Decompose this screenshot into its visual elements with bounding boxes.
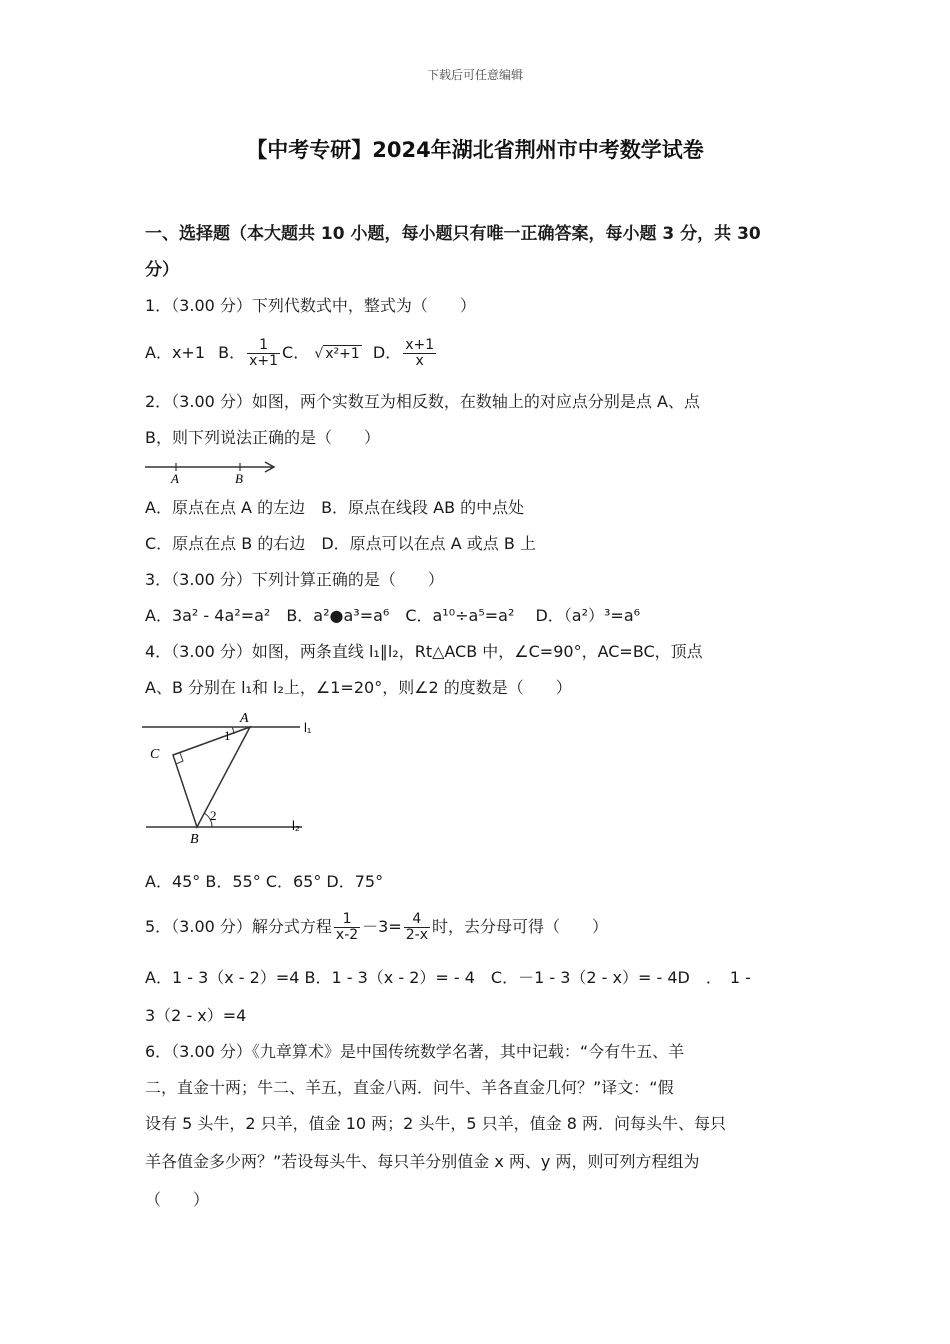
q1-option-b-fraction: $\frac{1}{x+1}$ xyxy=(249,337,279,369)
q5-stem-suffix: 时，去分母可得（ ） xyxy=(432,917,609,936)
q5-stem-prefix: 5．（3.00 分）解分式方程 xyxy=(145,917,332,936)
q1-option-d-fraction: $\frac{x+1}{x}$ xyxy=(405,337,435,369)
label-b: B xyxy=(235,471,243,486)
question-5-options-1: A．1 - 3（x - 2）=4 B．1 - 3（x - 2）= - 4 C．－1 - 3（2 - x）= - 4D ． 1 - xyxy=(145,968,751,987)
question-6-line-5: （ ） xyxy=(145,1190,210,1209)
q5-stem-middle: －3= xyxy=(362,917,402,936)
label-l2: l₂ xyxy=(292,818,300,833)
question-6-line-2: 二，直金十两；牛二、羊五，直金八两．问牛、羊各直金几何？”译文：“假 xyxy=(145,1078,674,1097)
question-2-options-cd: C．原点在点 B 的右边 D．原点可以在点 A 或点 B 上 xyxy=(145,534,536,553)
section-heading-line-1: 一、选择题（本大题共 10 小题，每小题只有唯一正确答案，每小题 3 分，共 30 xyxy=(145,224,761,244)
label-B: B xyxy=(190,832,199,847)
label-angle-1: 1 xyxy=(224,728,231,743)
question-4-stem-2: A、B 分别在 l₁和 l₂上，∠1=20°，则∠2 的度数是（ ） xyxy=(145,678,572,697)
question-5-stem xyxy=(145,912,608,943)
label-A: A xyxy=(240,711,249,726)
q1-option-b-label: B． xyxy=(218,343,246,362)
question-6-line-1: 6．（3.00 分）《九章算术》是中国传统数学名著，其中记载：“今有牛五、羊 xyxy=(145,1042,685,1061)
triangle-figure xyxy=(140,708,320,848)
section-heading-line-2: 分） xyxy=(145,260,179,280)
page-title: 【中考专研】2024年湖北省荆州市中考数学试卷 xyxy=(246,138,704,162)
question-2-stem-1: 2．（3.00 分）如图，两个实数互为相反数，在数轴上的对应点分别是点 A、点 xyxy=(145,392,700,411)
label-C: C xyxy=(150,747,160,762)
question-4-stem-1: 4．（3.00 分）如图，两条直线 l₁∥l₂，Rt△ACB 中，∠C=90°，AC=BC，顶点 xyxy=(145,642,703,661)
question-6-line-3: 设有 5 头牛，2 只羊，值金 10 两；2 头牛，5 只羊，值金 8 两．问每头牛、每只 xyxy=(145,1114,727,1133)
question-5-options-2: 3（2 - x）=4 xyxy=(145,1006,247,1025)
label-angle-2: 2 xyxy=(210,808,217,823)
question-6-line-4: 羊各值金多少两？”若设每头牛、每只羊分别值金 x 两、y 两，则可列方程组为 xyxy=(145,1152,700,1171)
q1-option-a: A．x+1 xyxy=(145,343,206,362)
q5-fraction-2: $\frac{4}{2-x}$ xyxy=(405,911,428,943)
q1-option-d-label: D． xyxy=(372,343,402,362)
label-a: A xyxy=(171,471,179,486)
number-line-figure xyxy=(143,456,283,486)
header-note: 下载后可任意编辑 xyxy=(426,68,523,82)
right-angle-mark xyxy=(176,753,183,764)
question-2-options-ab: A．原点在点 A 的左边 B．原点在线段 AB 的中点处 xyxy=(145,498,525,517)
label-l1: l₁ xyxy=(304,720,312,735)
question-3-options: A．3a² - 4a²=a² B．a²●a³=a⁶ C．a¹⁰÷a⁵=a² D．（a²）³=a⁶ xyxy=(145,606,641,625)
question-1-stem: 1．（3.00 分）下列代数式中，整式为（ ） xyxy=(145,296,476,315)
question-3-stem: 3．（3.00 分）下列计算正确的是（ ） xyxy=(145,570,444,589)
q1-option-c-sqrt: √ x²+1 xyxy=(314,345,360,362)
question-1-options xyxy=(145,338,438,369)
question-2-stem-2: B，则下列说法正确的是（ ） xyxy=(145,428,380,447)
question-4-options: A．45° B．55° C．65° D．75° xyxy=(145,872,384,891)
q1-option-c-label: C． xyxy=(282,343,310,362)
q5-fraction-1: $\frac{1}{x-2}$ xyxy=(335,911,359,943)
